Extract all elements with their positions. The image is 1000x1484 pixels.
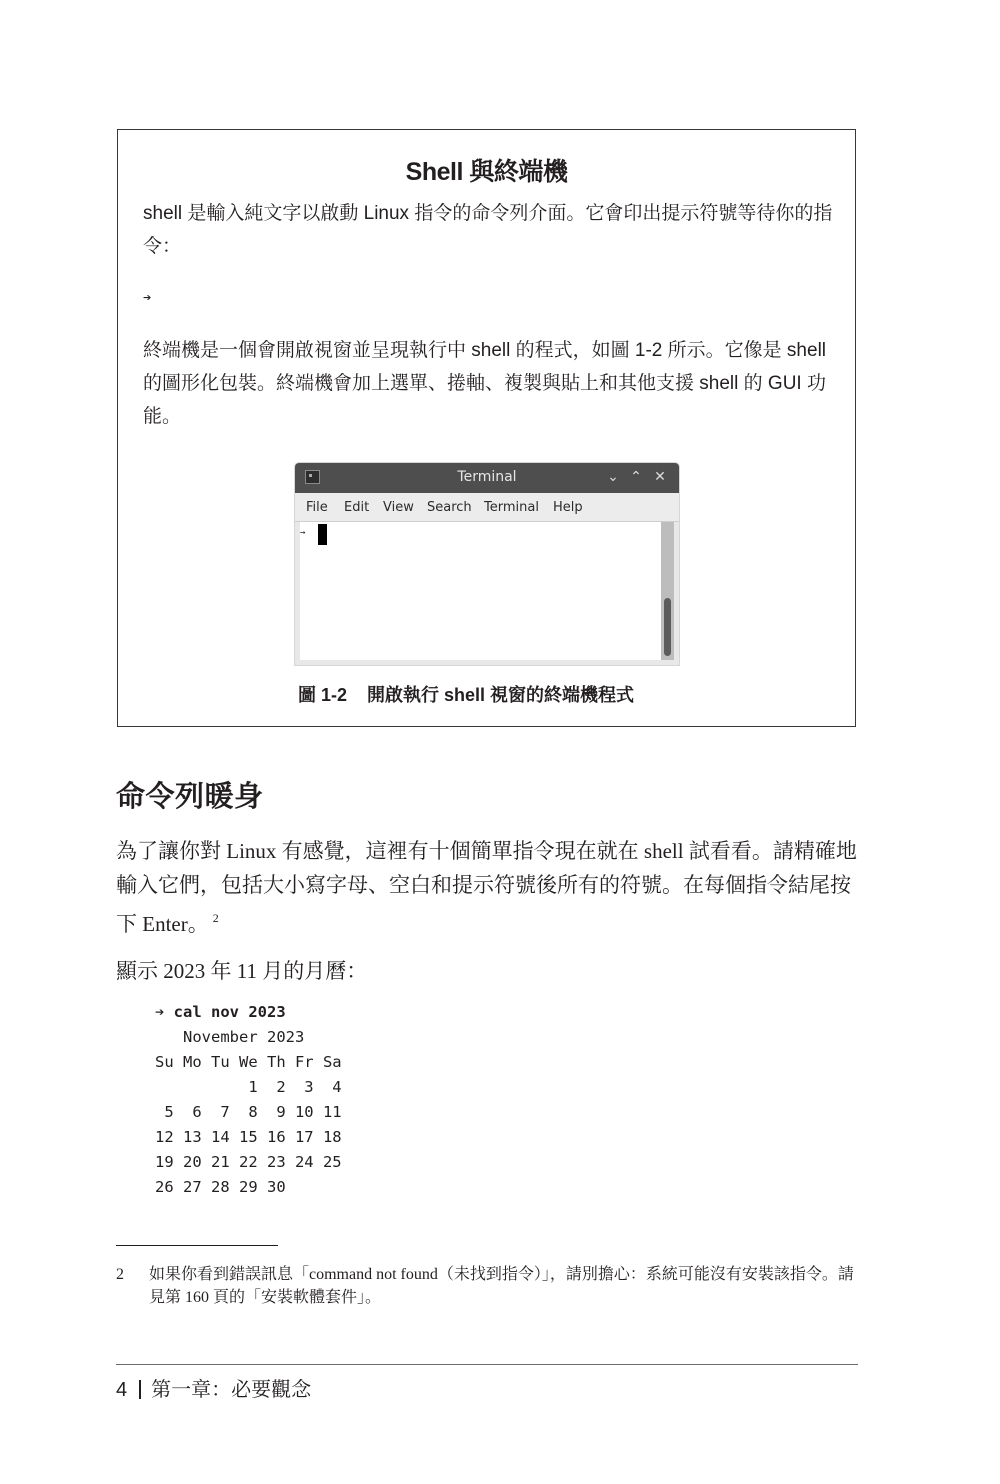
sidebar-title: Shell 與終端機 <box>405 158 568 186</box>
code-output-line: 26 27 28 29 30 <box>155 1178 286 1196</box>
page-footer-divider <box>116 1364 858 1365</box>
terminal-cursor <box>318 524 327 545</box>
menu-help[interactable]: Help <box>553 500 583 515</box>
figure-caption: 圖 1-2 開啟執行 shell 視窗的終端機程式 <box>298 685 635 705</box>
terminal-scrollbar-thumb[interactable] <box>664 598 671 656</box>
sidebar-paragraph-terminal: 終端機是一個會開啟視窗並呈現執行中 shell 的程式，如圖 1-2 所示。它像是 shell 的圖形化包裝。終端機會加上選單、捲軸、複製與貼上和其他支援 shell 的 GUI 功能。 <box>143 340 827 427</box>
menu-search[interactable]: Search <box>427 500 472 515</box>
footnote-text: 如果你看到錯誤訊息「command not found（未找到指令）」，請別擔心：系統可能沒有安裝該指令。請見第 160 頁的「安裝軟體套件」。 <box>149 1266 854 1306</box>
calendar-intro: 顯示 2023 年 11 月的月曆： <box>116 959 368 983</box>
code-output-line: 19 20 21 22 23 24 25 <box>155 1153 342 1171</box>
code-output-line: 12 13 14 15 16 17 18 <box>155 1128 342 1146</box>
menu-terminal[interactable]: Terminal <box>484 500 539 515</box>
menu-view[interactable]: View <box>383 500 414 515</box>
code-block <box>155 1000 342 1200</box>
chevron-up-icon[interactable]: ⌃ <box>630 469 642 485</box>
footnote-reference[interactable]: 2 <box>212 911 219 925</box>
chapter-title: 第一章：必要觀念 <box>151 1379 312 1401</box>
footnote-number: 2 <box>116 1266 124 1283</box>
section-heading: 命令列暖身 <box>116 779 264 813</box>
close-icon[interactable]: ✕ <box>654 469 666 485</box>
code-output-line: 1 2 3 4 <box>155 1078 342 1096</box>
terminal-menubar <box>295 493 679 522</box>
page-footer <box>116 1373 311 1402</box>
terminal-window-figure <box>295 463 679 665</box>
code-output-line: November 2023 <box>155 1028 305 1046</box>
sidebar-paragraph-shell: shell 是輸入純文字以啟動 Linux 指令的命令列介面。它會印出提示符號等待你的指令： <box>143 203 833 257</box>
terminal-title: Terminal <box>457 469 517 485</box>
terminal-scrollbar[interactable] <box>661 522 674 660</box>
terminal-prompt: → <box>300 528 306 538</box>
page-number: 4 <box>116 1379 128 1401</box>
terminal-content-area[interactable] <box>300 522 661 660</box>
chevron-down-icon[interactable]: ⌄ <box>607 469 619 485</box>
footer-separator <box>139 1380 141 1399</box>
intro-text: 為了讓你對 Linux 有感覺，這裡有十個簡單指令現在就在 shell 試看看。請精確地輸入它們，包括大小寫字母、空白和提示符號後所有的符號。在每個指令結尾按下 Enter。 <box>116 839 857 936</box>
menu-edit[interactable]: Edit <box>344 500 370 515</box>
code-output-line: 5 6 7 8 9 10 11 <box>155 1103 342 1121</box>
footnote-divider <box>116 1245 278 1246</box>
code-output-line: Su Mo Tu We Th Fr Sa <box>155 1053 342 1071</box>
terminal-titlebar <box>295 463 679 493</box>
menu-file[interactable]: File <box>306 500 328 515</box>
code-command: ➔ cal nov 2023 <box>155 1003 286 1021</box>
intro-paragraph <box>116 835 861 942</box>
prompt-arrow-icon: ➔ <box>143 290 152 306</box>
